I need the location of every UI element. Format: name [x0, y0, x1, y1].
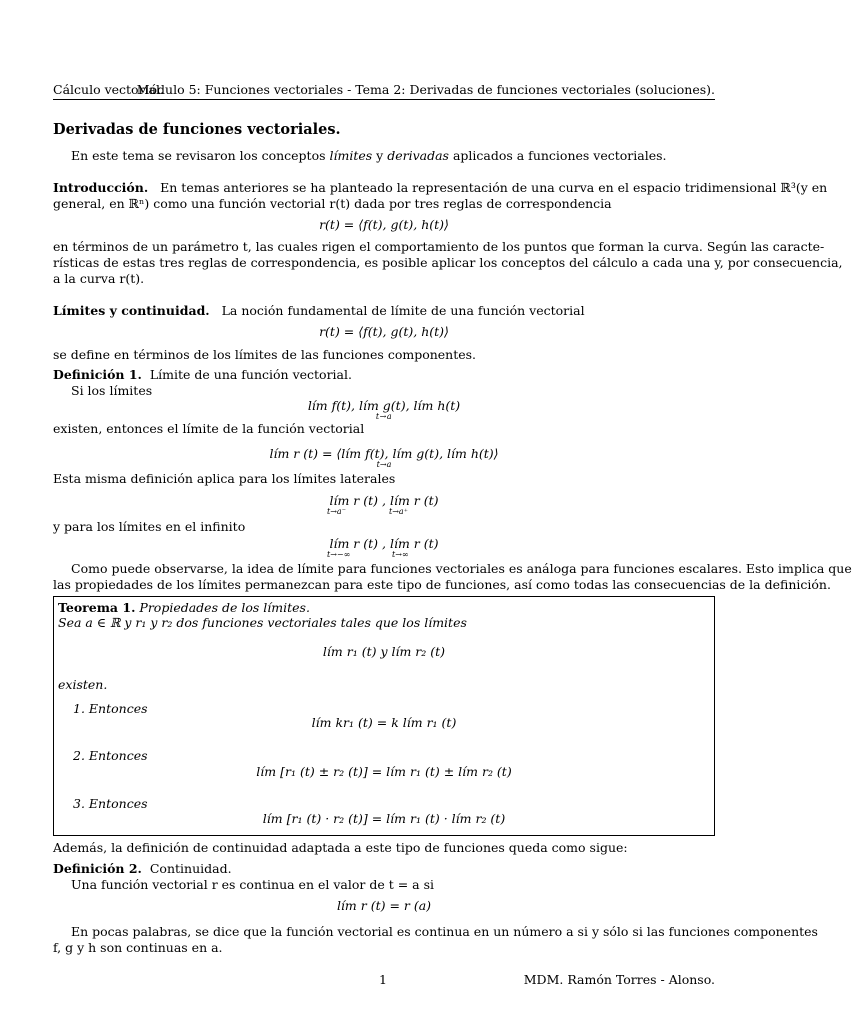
- intro-word-derivadas: derivadas: [387, 148, 449, 163]
- definicion1-line-3: Esta misma definición aplica para los límites laterales: [53, 471, 396, 486]
- definicion1-line-2: existen, entonces el límite de la función vectorial: [53, 421, 365, 436]
- teorema1-item-3: [73, 796, 148, 812]
- definicion1-line-4: y para los límites en el infinito: [53, 519, 246, 534]
- introduccion-label: Introducción.: [53, 180, 149, 195]
- item-number: 3.: [73, 796, 85, 811]
- introduccion-line-3: en términos de un parámetro t, las cuales rigen el comportamiento de los puntos que forman la curva. Según las caracte-: [53, 239, 825, 254]
- limit-sub-minus-inf: t→−∞: [327, 550, 351, 559]
- limites-line-1: [53, 303, 585, 319]
- teorema1-line-1: Sea a ∈ ℝ y r₁ y r₂ dos funciones vectoriales tales que los límites: [58, 615, 467, 630]
- teorema1-item-3-formula: lím [r₁ (t) · r₂ (t)] = lím r₁ (t) · lím r₂ (t): [262, 811, 506, 826]
- teorema1-item-1-formula: lím kr₁ (t) = k lím r₁ (t): [311, 715, 457, 730]
- item-number: 2.: [73, 748, 85, 763]
- definicion2-para-1: En pocas palabras, se dice que la función vectorial es continua en un número a si y sólo si las funciones componentes: [71, 924, 818, 939]
- introduccion-line-2: general, en ℝⁿ) como una función vectorial r(t) dada por tres reglas de correspondencia: [53, 196, 612, 211]
- item-text: Entonces: [88, 701, 148, 716]
- intro-mid: y: [372, 148, 388, 163]
- definicion2-line-1: Una función vectorial r es continua en el valor de t = a si: [71, 877, 434, 892]
- header-rule: [53, 99, 715, 100]
- limites-line-2: se define en términos de los límites de las funciones componentes.: [53, 347, 477, 362]
- definicion1-formula-3: lím r (t) , lím r (t): [329, 493, 439, 508]
- teorema1-line-2: existen.: [58, 677, 108, 692]
- introduccion-line-5: a la curva r(t).: [53, 271, 145, 286]
- intro-post: aplicados a funciones vectoriales.: [448, 148, 667, 163]
- definicion2-label: Definición 2.: [53, 861, 142, 876]
- after-theorem: Además, la definición de continuidad adaptada a este tipo de funciones queda como sigue:: [53, 840, 628, 855]
- definicion1-formula-2: lím r (t) = ⟨lím f(t), lím g(t), lím h(t)⟩: [269, 446, 499, 461]
- definicion2-para-2: f, g y h son continuas en a.: [53, 940, 223, 955]
- definicion1-formula-2-sub: [0, 460, 768, 469]
- definicion1-title: Límite de una función vectorial.: [149, 367, 352, 382]
- introduccion-text-1: En temas anteriores se ha planteado la representación de una curva en el espacio tridimensional ℝ³(y en: [160, 180, 828, 195]
- teorema1-item-2-formula: lím [r₁ (t) ± r₂ (t)] = lím r₁ (t) ± lím r₂ (t): [256, 764, 512, 779]
- limit-sub-a-minus: t→a⁻: [327, 507, 346, 516]
- limit-subscript: t→a: [376, 460, 392, 469]
- item-text: Entonces: [88, 748, 148, 763]
- limit-sub-a-plus: t→a⁺: [389, 507, 408, 516]
- teorema1-formula-1: lím r₁ (t) y lím r₂ (t): [322, 644, 446, 659]
- header-left: Cálculo vectorial.: [53, 82, 164, 97]
- limites-label: Límites y continuidad.: [53, 303, 210, 318]
- limites-text-1: La noción fundamental de límite de una función vectorial: [221, 303, 585, 318]
- definicion1-label: Definición 1.: [53, 367, 142, 382]
- footer-author: MDM. Ramón Torres - Alonso.: [523, 972, 715, 987]
- definicion2-formula: lím r (t) = r (a): [336, 898, 432, 913]
- teorema1-heading: [58, 600, 310, 616]
- header-right: Módulo 5: Funciones vectoriales - Tema 2: Derivadas de funciones vectoriales (soluciones).: [136, 82, 715, 97]
- page-number: 1: [379, 972, 387, 987]
- definicion2-heading: [53, 861, 232, 877]
- definicion1-line-1: Si los límites: [71, 383, 153, 398]
- teorema1-label: Teorema 1.: [58, 600, 136, 615]
- intro-pre: En este tema se revisaron los conceptos: [71, 148, 330, 163]
- definicion1-formula-1-sub: [0, 412, 768, 421]
- definicion1-formula-1: lím f(t), lím g(t), lím h(t): [307, 398, 461, 413]
- definicion1-para-2: las propiedades de los límites permanezcan para este tipo de funciones, así como todas las consecuencias de la definición.: [53, 577, 831, 592]
- teorema1-item-2: [73, 748, 148, 764]
- introduccion-line-4: rísticas de estas tres reglas de correspondencia, es posible aplicar los conceptos del cálculo a cada una y, por consecuencia,: [53, 255, 843, 270]
- definicion2-title: Continuidad.: [149, 861, 232, 876]
- definicion1-formula-4: lím r (t) , lím r (t): [329, 536, 439, 551]
- item-text: Entonces: [88, 796, 148, 811]
- intro-word-limites: límites: [329, 148, 373, 163]
- definicion1-heading: [53, 367, 352, 383]
- section-title: Derivadas de funciones vectoriales.: [53, 121, 341, 138]
- teorema1-title: Propiedades de los límites.: [139, 600, 310, 615]
- item-number: 1.: [73, 701, 85, 716]
- limit-sub-inf: t→∞: [392, 550, 409, 559]
- intro-line: [71, 148, 667, 164]
- limit-subscript: t→a: [375, 412, 393, 421]
- limites-formula: r(t) = ⟨f(t), g(t), h(t)⟩: [319, 324, 449, 339]
- definicion1-para-1: Como puede observarse, la idea de límite para funciones vectoriales es análoga para funciones escalares. Esto implica que: [71, 561, 852, 576]
- introduccion-line-1: [53, 180, 827, 196]
- introduccion-formula: r(t) = ⟨f(t), g(t), h(t)⟩: [319, 217, 449, 232]
